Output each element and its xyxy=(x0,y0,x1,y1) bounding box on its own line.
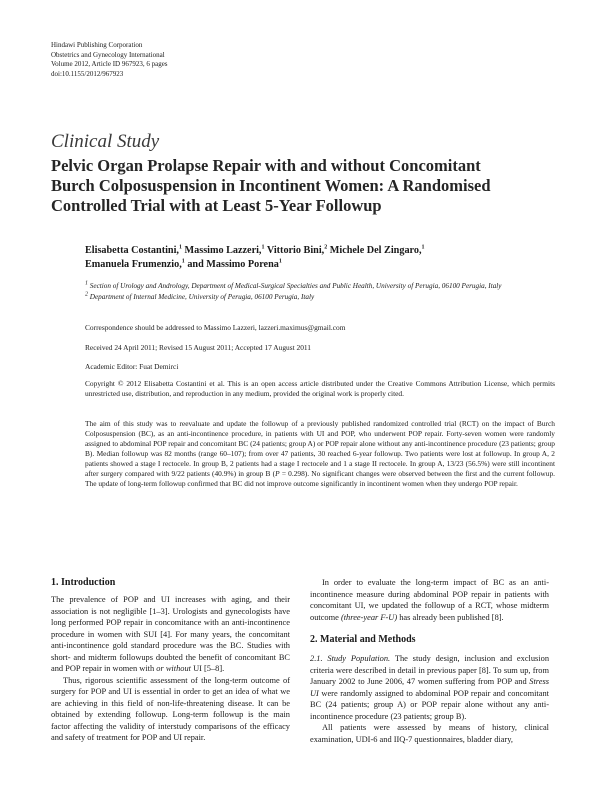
author-name: and Massimo Porena xyxy=(187,259,279,270)
emphasis-text: or without xyxy=(156,664,191,673)
author-affiliation-mark: 1 xyxy=(421,244,425,251)
journal-header xyxy=(51,41,168,79)
affiliations xyxy=(85,282,555,303)
paragraph-text: In order to evaluate the long-term impact of BC as an anti-incontinence measure during abdominal POP repair in patients with concomitant UI, we updated the followup of a RCT, whose midterm outcome xyxy=(310,578,549,622)
title-line: Pelvic Organ Prolapse Repair with and without Concomitant xyxy=(51,156,481,175)
affiliation-text: Section of Urology and Andrology, Department of Medical-Surgical Specialties and Public Health, University of Perugia, 06100 Perugia, Italy xyxy=(89,282,502,290)
paragraph-text: were randomly assigned to abdominal POP repair and concomitant BC (24 patients; group A) or POP repair alone without any anti-incontinence procedure (23 patients; group B). xyxy=(310,688,549,721)
paragraph: All patients were assessed by means of history, clinical examination, UDI-6 and IIQ-7 questionnaires, bladder diary, xyxy=(310,723,549,744)
author-affiliation-mark: 1 xyxy=(181,258,185,265)
abstract-text: The aim of this study was to reevaluate and update the followup of a previously published randomized controlled trial (RCT) on the impact of Burch Colposuspension (BC), as an anti-incontinence procedure, in patients with UI and POP, who underwent POP repair. Forty-seven women were randomly assigned to abdominal POP repair and concomitant BC (24 patients; group A) or POP repair alone without any anti-incontinence procedure (23 patients; group B). Median followup was 82 months (range 60–107); from over 47 patients, 30 reached 6-year followup. Two patients were lost at followup. In group A, 2 patients showed a stage I rectocele. In group B, 2 patients had a stage I rectocele and 1 a stage II rectocele. In group A, 13/23 (56.5%) were still incontinent after surgery compared with 9/22 patients (40.9%) in group B ( xyxy=(85,419,555,478)
journal-name: Obstetrics and Gynecology International xyxy=(51,50,165,59)
author-affiliation-mark: 1 xyxy=(278,258,282,265)
academic-editor: Academic Editor: Fuat Demirci xyxy=(85,362,179,371)
p-value-symbol: P xyxy=(275,469,280,478)
correspondence: Correspondence should be addressed to Massimo Lazzeri, lazzeri.maximus@gmail.com xyxy=(85,323,346,332)
author-name: Massimo Lazzeri, xyxy=(184,245,262,256)
paragraph-text: The prevalence of POP and UI increases with aging, and their association is not negligible [1–3]. Urologists and gynecologists have long performed POP repair in concomitance with an anti-incontinence procedure in women with SUI [4]. For many years, the concomitant anti-incontinence gold standard procedure was the BC. Studies with short- and midterm followups doubted the benefit of concomitant BC and POP repair in women with xyxy=(51,595,290,673)
author-name: Vittorio Bini, xyxy=(266,245,325,256)
author-name: Emanuela Frumenzio, xyxy=(85,259,182,270)
affiliation-mark: 1 xyxy=(85,280,88,287)
paragraph-text: The study design, inclusion and exclusion criteria were described in detail in previous paper [8]. To sum up, from January 2002 to June 2006, 47 women suffering from POP and xyxy=(310,654,550,686)
author-affiliation-mark: 1 xyxy=(178,244,182,251)
abstract xyxy=(85,419,555,489)
author-line xyxy=(85,244,555,258)
author-line xyxy=(85,258,555,272)
right-column xyxy=(310,577,549,745)
affiliation-mark: 2 xyxy=(85,291,88,298)
copyright-notice: Copyright © 2012 Elisabetta Costantini et al. This is an open access article distributed under the Creative Commons Attribution License, which permits unrestricted use, distribution, and reproduction in any medium, provided the original work is properly cited. xyxy=(85,379,555,398)
affiliation-text: Department of Internal Medicine, University of Perugia, 06100 Perugia, Italy xyxy=(89,292,315,301)
paragraph xyxy=(51,594,290,675)
paragraph-text: has already been published [8]. xyxy=(397,612,504,622)
paragraph-text: UI [5–8]. xyxy=(190,664,225,673)
subsection-heading: 2.1. Study Population. xyxy=(310,654,391,663)
author-affiliation-mark: 2 xyxy=(324,244,328,251)
affiliation-item xyxy=(85,282,555,292)
title-line: Controlled Trial with at Least 5-Year Followup xyxy=(51,196,382,215)
abstract-text: = 0.298). No significant changes were observed between the first and the current followup. The update of long-term followup confirmed that BC did not improve outcome significantly in incontinent women when they undergo POP repair. xyxy=(85,469,555,488)
title-line: Burch Colposuspension in Incontinent Women: A Randomised xyxy=(51,176,491,195)
author-name: Elisabetta Costantini, xyxy=(85,245,179,256)
article-dates: Received 24 April 2011; Revised 15 August 2011; Accepted 17 August 2011 xyxy=(85,343,312,352)
publisher-name: Hindawi Publishing Corporation xyxy=(51,41,143,49)
affiliation-item xyxy=(85,293,555,303)
author-list xyxy=(85,244,555,272)
section-heading-methods: 2. Material and Methods xyxy=(310,634,416,645)
author-name: Michele Del Zingaro, xyxy=(329,245,422,256)
study-type: Clinical Study xyxy=(51,131,160,152)
article-title xyxy=(51,156,551,216)
section-heading-introduction: 1. Introduction xyxy=(51,577,116,588)
volume-info: Volume 2012, Article ID 967923, 6 pages xyxy=(51,60,168,68)
paragraph: Thus, rigorous scientific assessment of the long-term outcome of surgery for POP and UI is essential in order to get an idea of what we are achieving in this field of non-life-threatening disease. It can be obtained by extending followup. Long-term followup is the main factor affecting the validity of interstudy comparisons of the efficacy and safety of treatment for POP and UI repair. xyxy=(51,675,290,742)
doi: doi:10.1155/2012/967923 xyxy=(51,69,124,78)
author-affiliation-mark: 1 xyxy=(261,244,265,251)
left-column xyxy=(51,577,290,744)
emphasis-text: Stress UI xyxy=(310,677,549,698)
paragraph xyxy=(310,653,549,722)
emphasis-text: (three-year F-U) xyxy=(340,612,398,622)
paragraph xyxy=(310,577,549,623)
